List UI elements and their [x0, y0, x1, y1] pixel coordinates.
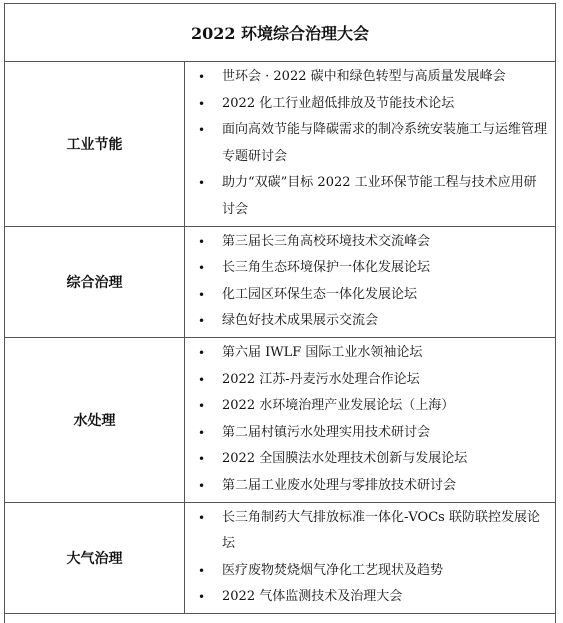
list-item: • 助力“双碳”目标 2022 工业环保节能工程与技术应用研讨会 — [185, 170, 555, 223]
group-industrial-energy-saving — [5, 62, 555, 227]
group-comprehensive-governance — [5, 227, 555, 338]
list-item: • 2022 气体监测技术及治理大会 — [185, 584, 555, 611]
item-list — [185, 338, 555, 502]
category-label: 综合治理 — [5, 227, 185, 337]
list-item: • 第六届 IWLF 国际工业水领袖论坛 — [185, 340, 555, 367]
list-item: • 2022 化工行业超低排放及节能技术论坛 — [185, 91, 555, 118]
list-item: • 绿色好技术成果展示交流会 — [185, 308, 555, 335]
list-item: • 化工园区环保生态一体化发展论坛 — [185, 282, 555, 309]
list-item: • 第三届长三角高校环境技术交流峰会 — [185, 229, 555, 256]
conference-table — [4, 3, 556, 623]
list-item: • 2022 水环境治理产业发展论坛（上海） — [185, 393, 555, 420]
list-item: • 医疗废物焚烧烟气净化工艺现状及趋势 — [185, 558, 555, 585]
list-item: • 2022 全国膜法水处理技术创新与发展论坛 — [185, 446, 555, 473]
group-water-treatment — [5, 338, 555, 503]
list-item: • 第二届村镇污水处理实用技术研讨会 — [185, 420, 555, 447]
list-item: • 第二届工业废水处理与零排放技术研讨会 — [185, 473, 555, 500]
category-label: 工业节能 — [5, 62, 185, 226]
list-item: • 世环会 · 2022 碳中和绿色转型与高质量发展峰会 — [185, 64, 555, 91]
group-air-treatment — [5, 503, 555, 614]
list-item: • 面向高效节能与降碳需求的制冷系统安装施工与运维管理专题研讨会 — [185, 117, 555, 170]
list-item: • 长三角制药大气排放标准一体化-VOCs 联防联控发展论坛 — [185, 505, 555, 558]
table-title: 2022 环境综合治理大会 — [5, 4, 555, 62]
item-list — [185, 227, 555, 337]
category-label: 水处理 — [5, 338, 185, 502]
item-list — [185, 503, 555, 613]
list-item: • 长三角生态环境保护一体化发展论坛 — [185, 255, 555, 282]
item-list — [185, 62, 555, 226]
category-label: 大气治理 — [5, 503, 185, 613]
list-item: • 2022 江苏-丹麦污水处理合作论坛 — [185, 367, 555, 394]
